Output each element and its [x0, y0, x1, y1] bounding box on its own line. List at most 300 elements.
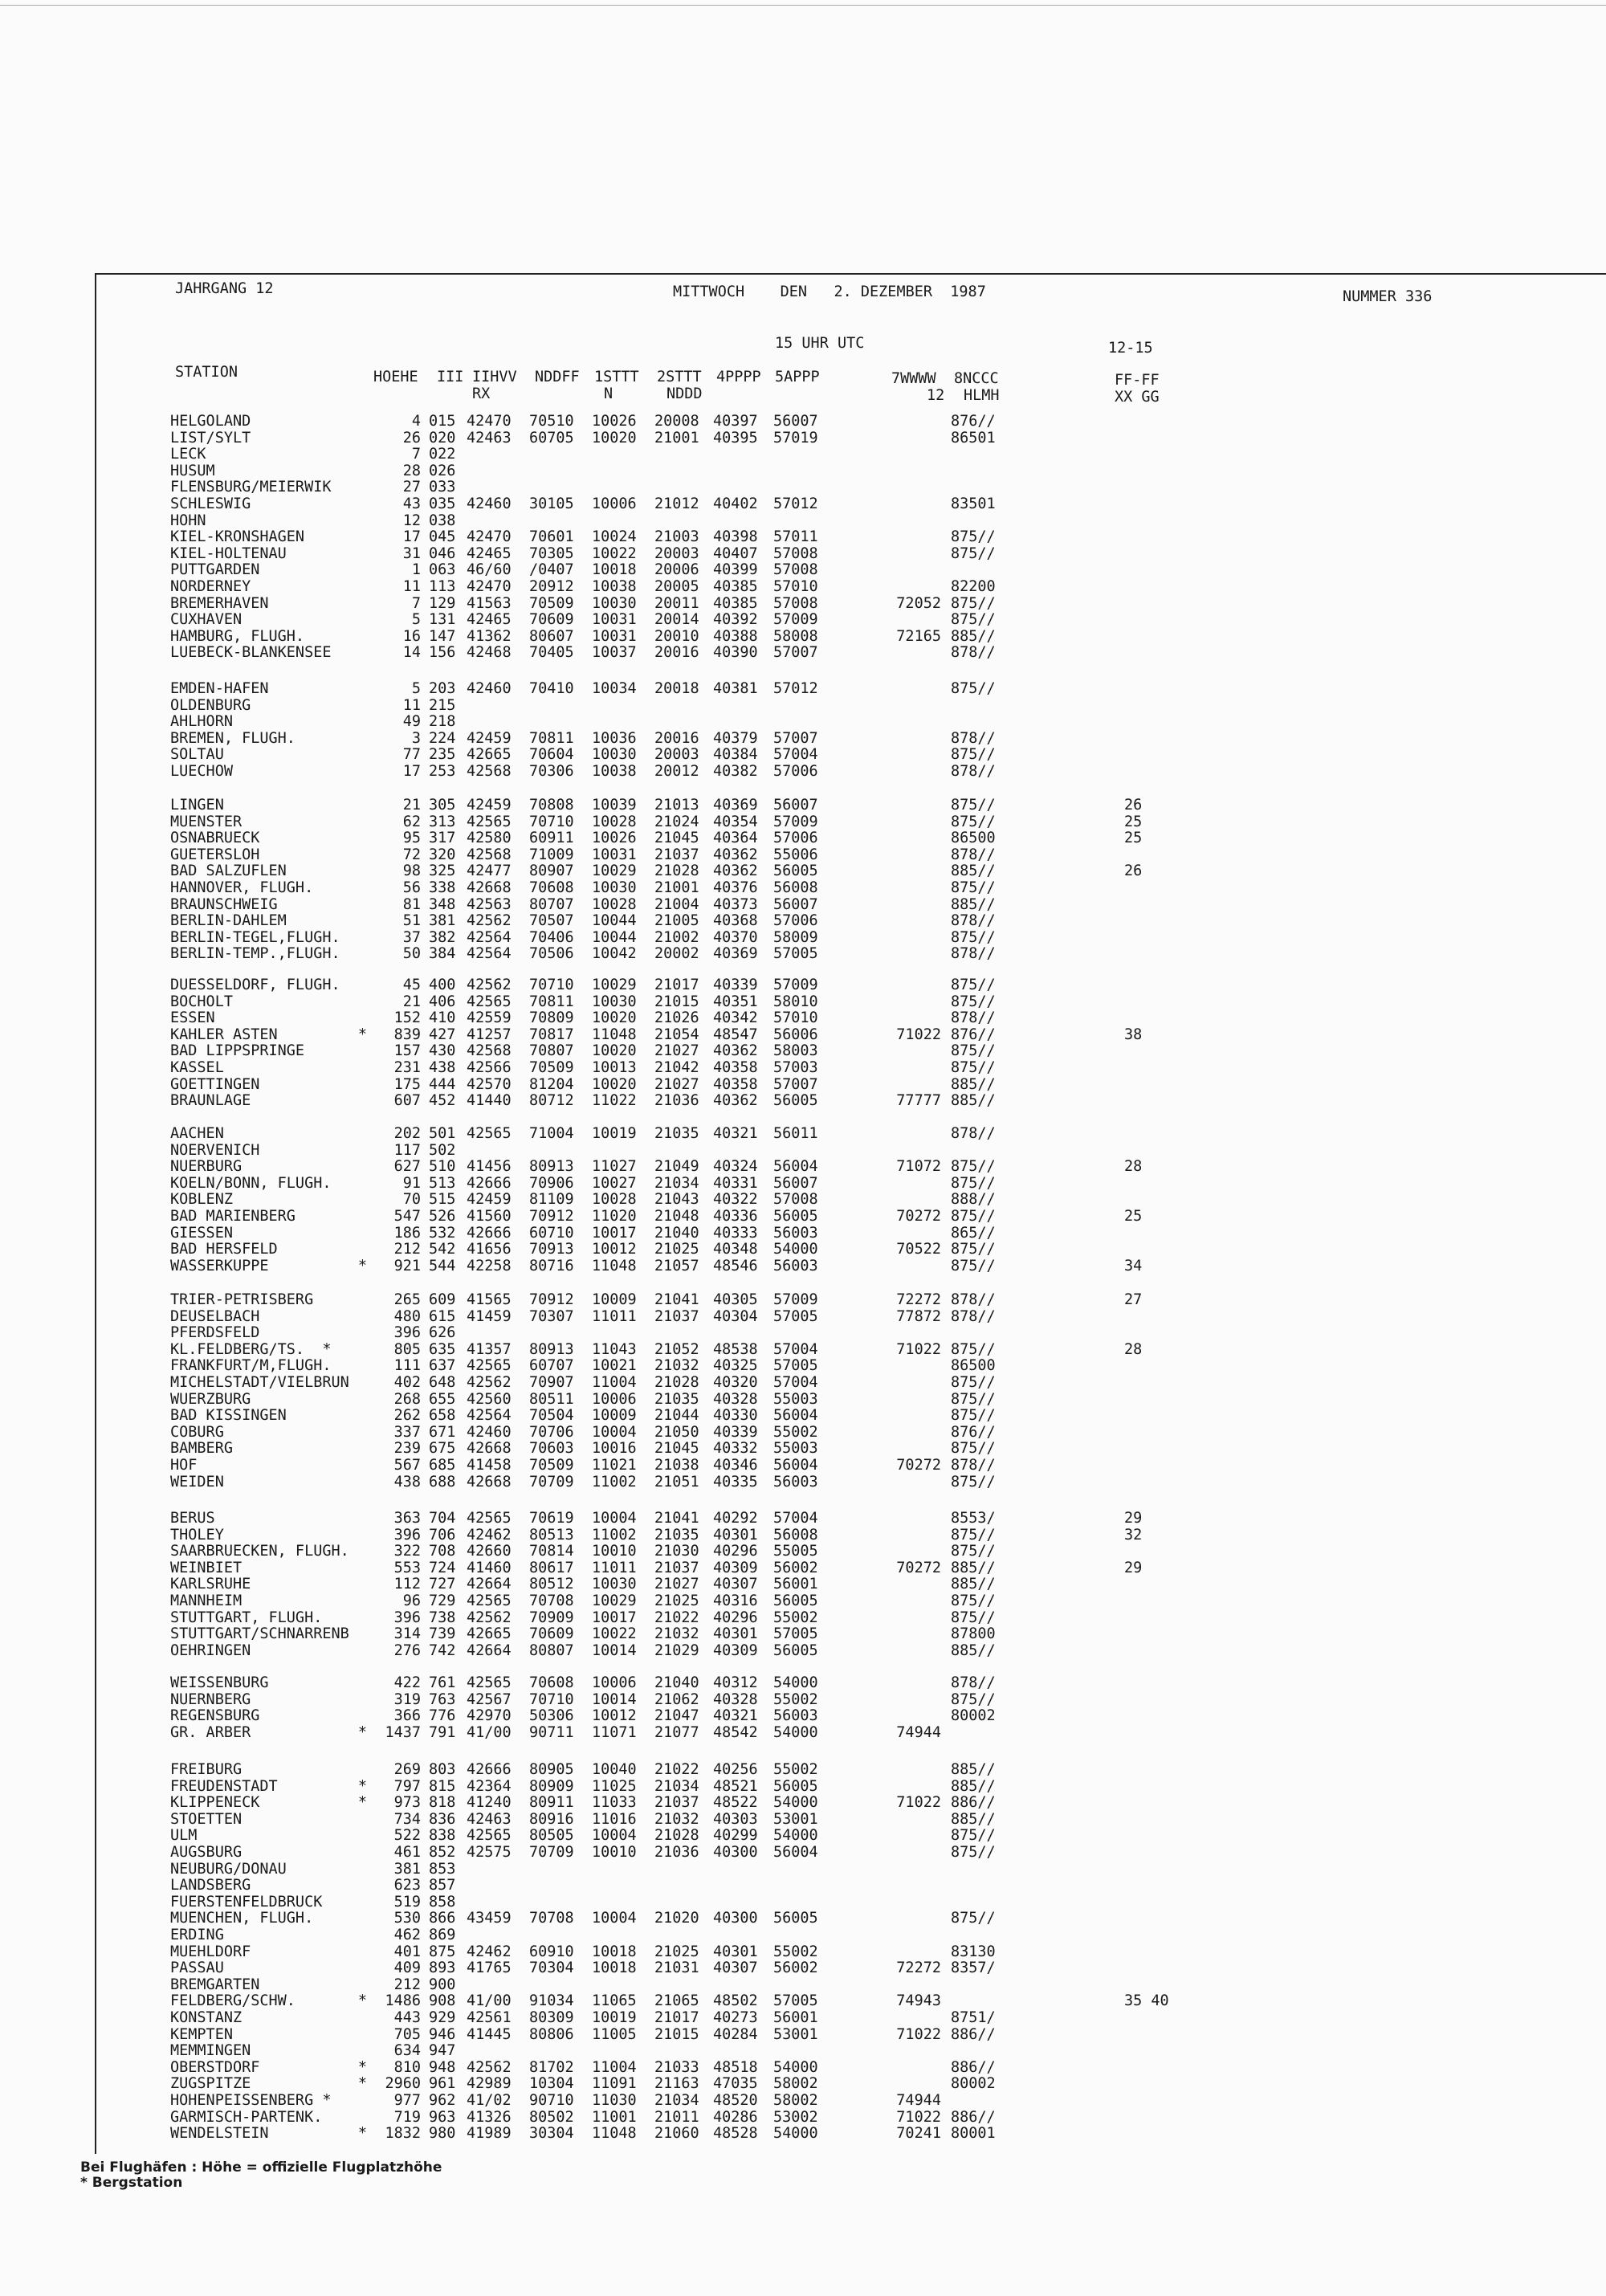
- cell-station: HELGOLAND: [170, 413, 251, 430]
- cell-4pppp: 40373: [713, 895, 758, 913]
- cell-5appp: 57004: [773, 1510, 818, 1527]
- cell-iii: 708: [429, 1543, 456, 1560]
- cell-2sttt: 21017: [654, 977, 699, 993]
- cell-iii: 980: [429, 2125, 456, 2143]
- cell-iii: 035: [429, 495, 456, 512]
- cell-iihvv: 42563: [467, 895, 512, 913]
- cell-hoehe: 112: [393, 1576, 421, 1593]
- cell-5appp: 57009: [773, 977, 818, 993]
- cell-nddff: 70814: [529, 1543, 574, 1560]
- col-7wwww: 7WWWW: [891, 370, 936, 387]
- cell-1sttt: 10028: [592, 895, 637, 913]
- jahrgang-label: JAHRGANG 12: [175, 280, 274, 297]
- cell-hoehe: 77: [402, 746, 421, 764]
- cell-nddff: 70709: [529, 1473, 574, 1491]
- cell-station: AACHEN: [170, 1125, 224, 1142]
- cell-8nccc: 80001: [951, 2125, 996, 2143]
- cell-nddff: 90711: [529, 1723, 574, 1741]
- cell-1sttt: 10030: [592, 993, 637, 1010]
- cell-iii: 400: [429, 977, 456, 993]
- cell-iii: 791: [429, 1723, 456, 1741]
- cell-8nccc: 886//: [951, 2025, 996, 2043]
- cell-iii: 427: [429, 1026, 456, 1043]
- cell-2sttt: 21062: [654, 1690, 699, 1708]
- cell-iihvv: 42258: [467, 1257, 512, 1274]
- cell-8nccc: 875//: [951, 746, 996, 764]
- cell-2sttt: 21003: [654, 528, 699, 546]
- cell-5appp: 53001: [773, 2025, 818, 2043]
- cell-nddff: 80806: [529, 2025, 574, 2043]
- col-iihvv: IIHVV: [472, 369, 517, 385]
- cell-iihvv: 42562: [467, 977, 512, 993]
- cell-hoehe: 72: [402, 846, 421, 863]
- cell-5appp: 56004: [773, 1844, 818, 1861]
- cell-5appp: 57005: [773, 945, 818, 963]
- cell-station: FREIBURG: [170, 1761, 243, 1778]
- cell-5appp: 57012: [773, 680, 818, 697]
- cell-4pppp: 40348: [713, 1241, 758, 1258]
- cell-5appp: 56001: [773, 1576, 818, 1593]
- cell-2sttt: 21049: [654, 1158, 699, 1176]
- cell-8nccc: 875//: [951, 1059, 996, 1076]
- cell-1sttt: 11002: [592, 1526, 637, 1544]
- cell-iihvv: 42567: [467, 1690, 512, 1708]
- cell-iii: 253: [429, 763, 456, 780]
- cell-nddff: 70305: [529, 544, 574, 562]
- cell-iii: 452: [429, 1092, 456, 1110]
- cell-iii: 022: [429, 446, 456, 463]
- cell-8nccc: 875//: [951, 594, 996, 612]
- cell-nddff: 81109: [529, 1191, 574, 1209]
- cell-hoehe: 212: [393, 1241, 421, 1258]
- cell-ffgg: 29: [1124, 1510, 1143, 1527]
- cell-5appp: 57011: [773, 528, 818, 546]
- cell-5appp: 56007: [773, 895, 818, 913]
- cell-8nccc: 875//: [951, 1593, 996, 1609]
- cell-1sttt: 11071: [592, 1723, 637, 1741]
- cell-station: FRANKFURT/M,FLUGH.: [170, 1357, 332, 1375]
- cell-iihvv: 42664: [467, 1576, 512, 1593]
- cell-nddff: 70510: [529, 413, 574, 430]
- cell-1sttt: 11005: [592, 2025, 637, 2043]
- cell-nddff: 60707: [529, 1357, 574, 1375]
- cell-7wwww: 70272: [896, 1208, 941, 1225]
- cell-4pppp: 40316: [713, 1593, 758, 1609]
- cell-station: LECK: [170, 446, 206, 463]
- cell-8nccc: 86500: [951, 830, 996, 847]
- cell-iii: 046: [429, 544, 456, 562]
- cell-station: SAARBRUECKEN, FLUGH.: [170, 1543, 349, 1560]
- cell-2sttt: 21037: [654, 846, 699, 863]
- cell-hoehe: 96: [402, 1593, 421, 1609]
- cell-hoehe: 95: [402, 830, 421, 847]
- cell-iii: 858: [429, 1893, 456, 1911]
- cell-station: WEIDEN: [170, 1473, 224, 1491]
- cell-station: LUEBECK-BLANKENSEE: [170, 644, 332, 662]
- cell-hoehe: 319: [393, 1690, 421, 1708]
- cell-5appp: 56002: [773, 1960, 818, 1977]
- cell-2sttt: 21047: [654, 1707, 699, 1725]
- cell-iii: 875: [429, 1943, 456, 1960]
- col-2sttt: 2STTT: [657, 369, 702, 385]
- cell-5appp: 56006: [773, 1026, 818, 1043]
- cell-4pppp: 40304: [713, 1307, 758, 1325]
- cell-2sttt: 20012: [654, 763, 699, 780]
- cell-1sttt: 10006: [592, 1674, 637, 1691]
- cell-iii: 738: [429, 1609, 456, 1626]
- cell-4pppp: 40339: [713, 977, 758, 993]
- cell-iihvv: 42989: [467, 2075, 512, 2093]
- cell-4pppp: 40354: [713, 813, 758, 830]
- cell-4pppp: 40256: [713, 1761, 758, 1778]
- cell-8nccc: 878//: [951, 763, 996, 780]
- cell-ffgg: 35 40: [1124, 1992, 1169, 2010]
- cell-hoehe: 111: [393, 1357, 421, 1375]
- cell-iii: 513: [429, 1174, 456, 1192]
- cell-1sttt: 10038: [592, 763, 637, 780]
- cell-iii: 615: [429, 1307, 456, 1325]
- cell-iihvv: 41458: [467, 1457, 512, 1474]
- cell-2sttt: 21002: [654, 928, 699, 946]
- cell-2sttt: 21024: [654, 813, 699, 830]
- cell-station: MUENCHEN, FLUGH.: [170, 1910, 314, 1927]
- cell-iii: 320: [429, 846, 456, 863]
- cell-nddff: 70912: [529, 1291, 574, 1308]
- cell-1sttt: 11002: [592, 1473, 637, 1491]
- cell-2sttt: 21035: [654, 1390, 699, 1408]
- cell-nddff: 80907: [529, 863, 574, 880]
- cell-1sttt: 11025: [592, 1777, 637, 1795]
- cell-station: KARLSRUHE: [170, 1576, 251, 1593]
- cell-iii: 900: [429, 1976, 456, 1993]
- cell-hoehe: 627: [393, 1158, 421, 1176]
- cell-nddff: 70710: [529, 977, 574, 993]
- cell-station: HOF: [170, 1457, 198, 1474]
- cell-hoehe: 262: [393, 1407, 421, 1425]
- cell-4pppp: 40299: [713, 1827, 758, 1845]
- cell-nddff: 80511: [529, 1390, 574, 1408]
- cell-hoehe: 21: [402, 993, 421, 1010]
- cell-iii: 129: [429, 594, 456, 612]
- cell-8nccc: 875//: [951, 611, 996, 629]
- cell-1sttt: 10010: [592, 1543, 637, 1560]
- cell-iii: 235: [429, 746, 456, 764]
- cell-4pppp: 48518: [713, 2058, 758, 2076]
- cell-8nccc: 8553/: [951, 1510, 996, 1527]
- cell-8nccc: 876//: [951, 1423, 996, 1441]
- cell-station: KIEL-KRONSHAGEN: [170, 528, 305, 546]
- cell-nddff: 30304: [529, 2125, 574, 2143]
- cell-5appp: 57005: [773, 1625, 818, 1643]
- cell-nddff: 80309: [529, 2009, 574, 2026]
- cell-hoehe: 70: [402, 1191, 421, 1209]
- cell-4pppp: 40381: [713, 680, 758, 697]
- cell-2sttt: 20005: [654, 578, 699, 595]
- cell-station: BRAUNLAGE: [170, 1092, 251, 1110]
- cell-station: FREUDENSTADT *: [170, 1777, 368, 1795]
- cell-nddff: 80505: [529, 1827, 574, 1845]
- cell-iii: 929: [429, 2009, 456, 2026]
- cell-station: THOLEY: [170, 1526, 224, 1544]
- cell-2sttt: 21041: [654, 1510, 699, 1527]
- cell-2sttt: 21045: [654, 830, 699, 847]
- cell-8nccc: 878//: [951, 1125, 996, 1142]
- cell-2sttt: 20002: [654, 945, 699, 963]
- cell-1sttt: 10021: [592, 1357, 637, 1375]
- cell-hoehe: 4: [411, 413, 421, 430]
- cell-4pppp: 40324: [713, 1158, 758, 1176]
- cell-5appp: 54000: [773, 1794, 818, 1812]
- cell-8nccc: 885//: [951, 1761, 996, 1778]
- cell-nddff: 70405: [529, 644, 574, 662]
- cell-iihvv: 42666: [467, 1224, 512, 1242]
- cell-iihvv: 42568: [467, 846, 512, 863]
- cell-4pppp: 40342: [713, 1009, 758, 1027]
- cell-hoehe: 839: [393, 1026, 421, 1043]
- cell-hoehe: 5: [411, 611, 421, 629]
- cell-iihvv: 46/60: [467, 561, 512, 579]
- cell-5appp: 56005: [773, 863, 818, 880]
- col-iihvv-sub: RX: [472, 385, 491, 402]
- cell-hoehe: 14: [402, 644, 421, 662]
- cell-2sttt: 21011: [654, 2108, 699, 2126]
- cell-iii: 045: [429, 528, 456, 546]
- cell-iihvv: 42668: [467, 1440, 512, 1458]
- cell-iihvv: 42470: [467, 528, 512, 546]
- footnote-bergstation: * Bergstation: [80, 2175, 183, 2191]
- cell-iii: 866: [429, 1910, 456, 1927]
- col-station: STATION: [175, 364, 238, 381]
- cell-iii: 430: [429, 1042, 456, 1060]
- cell-1sttt: 10028: [592, 813, 637, 830]
- cell-nddff: 70509: [529, 1059, 574, 1076]
- cell-ffgg: 29: [1124, 1559, 1143, 1576]
- cell-hoehe: 634: [393, 2042, 421, 2060]
- cell-8nccc: 875//: [951, 1690, 996, 1708]
- cell-nddff: 80707: [529, 895, 574, 913]
- cell-hoehe: 1437: [385, 1723, 421, 1741]
- cell-2sttt: 21017: [654, 2009, 699, 2026]
- cell-ffgg: 28: [1124, 1340, 1143, 1358]
- cell-nddff: 70406: [529, 928, 574, 946]
- cell-station: HUSUM: [170, 462, 215, 479]
- cell-8nccc: 885//: [951, 895, 996, 913]
- cell-iii: 948: [429, 2058, 456, 2076]
- cell-iihvv: 42560: [467, 1390, 512, 1408]
- cell-5appp: 56005: [773, 1641, 818, 1659]
- cell-nddff: 70710: [529, 1690, 574, 1708]
- cell-hoehe: 152: [393, 1009, 421, 1027]
- cell-7wwww: 74944: [896, 2092, 941, 2109]
- cell-hoehe: 396: [393, 1526, 421, 1544]
- cell-8nccc: 885//: [951, 627, 996, 645]
- cell-station: FELDBERG/SCHW. *: [170, 1992, 368, 2010]
- cell-nddff: 70604: [529, 746, 574, 764]
- cell-hoehe: 547: [393, 1208, 421, 1225]
- cell-1sttt: 11065: [592, 1992, 637, 2010]
- cell-8nccc: 886//: [951, 2058, 996, 2076]
- cell-4pppp: 40369: [713, 945, 758, 963]
- cell-iii: 444: [429, 1075, 456, 1093]
- cell-nddff: 60705: [529, 429, 574, 447]
- cell-nddff: 70509: [529, 594, 574, 612]
- cell-iihvv: 42570: [467, 1075, 512, 1093]
- cell-8nccc: 8357/: [951, 1960, 996, 1977]
- cell-5appp: 55003: [773, 1440, 818, 1458]
- cell-2sttt: 20014: [654, 611, 699, 629]
- cell-5appp: 56008: [773, 879, 818, 896]
- cell-iii: 706: [429, 1526, 456, 1544]
- cell-station: KASSEL: [170, 1059, 224, 1076]
- cell-iihvv: 42566: [467, 1059, 512, 1076]
- cell-7wwww: 72272: [896, 1960, 941, 1977]
- cell-4pppp: 40346: [713, 1457, 758, 1474]
- cell-8nccc: 875//: [951, 1910, 996, 1927]
- cell-nddff: 70817: [529, 1026, 574, 1043]
- cell-iihvv: 41/00: [467, 1992, 512, 2010]
- cell-8nccc: 878//: [951, 1307, 996, 1325]
- cell-iihvv: 42459: [467, 797, 512, 814]
- cell-5appp: 56007: [773, 1174, 818, 1192]
- cell-hoehe: 56: [402, 879, 421, 896]
- cell-iii: 763: [429, 1690, 456, 1708]
- cell-1sttt: 10026: [592, 413, 637, 430]
- cell-hoehe: 37: [402, 928, 421, 946]
- cell-8nccc: 865//: [951, 1224, 996, 1242]
- cell-station: BAD MARIENBERG: [170, 1208, 296, 1225]
- cell-ffgg: 27: [1124, 1291, 1143, 1308]
- cell-iii: 305: [429, 797, 456, 814]
- cell-8nccc: 875//: [951, 1390, 996, 1408]
- cell-2sttt: 21029: [654, 1641, 699, 1659]
- cell-8nccc: 885//: [951, 1559, 996, 1576]
- cell-station: WEISSENBURG: [170, 1674, 269, 1691]
- cell-iii: 658: [429, 1407, 456, 1425]
- cell-4pppp: 40303: [713, 1810, 758, 1828]
- cell-hoehe: 337: [393, 1423, 421, 1441]
- cell-5appp: 54000: [773, 2058, 818, 2076]
- cell-1sttt: 10029: [592, 863, 637, 880]
- cell-1sttt: 10016: [592, 1440, 637, 1458]
- cell-nddff: 60710: [529, 1224, 574, 1242]
- cell-hoehe: 401: [393, 1943, 421, 1960]
- cell-4pppp: 40320: [713, 1374, 758, 1391]
- cell-station: BREMERHAVEN: [170, 594, 269, 612]
- cell-8nccc: 878//: [951, 1009, 996, 1027]
- cell-5appp: 57009: [773, 1291, 818, 1308]
- cell-4pppp: 40385: [713, 578, 758, 595]
- cell-2sttt: 21001: [654, 429, 699, 447]
- cell-station: EMDEN-HAFEN: [170, 680, 269, 697]
- cell-5appp: 57007: [773, 1075, 818, 1093]
- cell-station: KOBLENZ: [170, 1191, 233, 1209]
- cell-iihvv: 41460: [467, 1559, 512, 1576]
- cell-iihvv: 42664: [467, 1641, 512, 1659]
- cell-nddff: 20912: [529, 578, 574, 595]
- cell-1sttt: 10030: [592, 879, 637, 896]
- cell-iii: 317: [429, 830, 456, 847]
- cell-4pppp: 40362: [713, 1092, 758, 1110]
- cell-2sttt: 21013: [654, 797, 699, 814]
- cell-4pppp: 40301: [713, 1943, 758, 1960]
- cell-hoehe: 443: [393, 2009, 421, 2026]
- cell-iii: 727: [429, 1576, 456, 1593]
- cell-hoehe: 623: [393, 1877, 421, 1894]
- cell-nddff: 80712: [529, 1092, 574, 1110]
- cell-station: LINGEN: [170, 797, 224, 814]
- cell-5appp: 56001: [773, 2009, 818, 2026]
- cell-station: SCHLESWIG: [170, 495, 251, 512]
- cell-5appp: 57005: [773, 1307, 818, 1325]
- cell-5appp: 55003: [773, 1390, 818, 1408]
- cell-5appp: 54000: [773, 1241, 818, 1258]
- cell-4pppp: 40362: [713, 1042, 758, 1060]
- cell-iii: 338: [429, 879, 456, 896]
- cell-2sttt: 21036: [654, 1844, 699, 1861]
- cell-8nccc: 83501: [951, 495, 996, 512]
- cell-iii: 908: [429, 1992, 456, 2010]
- cell-hoehe: 2960: [385, 2075, 421, 2093]
- col-nddff: NDDFF: [535, 369, 580, 385]
- cell-iii: 704: [429, 1510, 456, 1527]
- cell-8nccc: 875//: [951, 1473, 996, 1491]
- cell-1sttt: 10031: [592, 627, 637, 645]
- cell-4pppp: 40301: [713, 1625, 758, 1643]
- cell-nddff: 30105: [529, 495, 574, 512]
- cell-8nccc: 875//: [951, 879, 996, 896]
- cell-station: STOETTEN: [170, 1810, 243, 1828]
- cell-hoehe: 705: [393, 2025, 421, 2043]
- cell-5appp: 56003: [773, 1257, 818, 1274]
- cell-nddff: 71009: [529, 846, 574, 863]
- cell-hoehe: 3: [411, 729, 421, 747]
- cell-iii: 224: [429, 729, 456, 747]
- cell-2sttt: 20016: [654, 729, 699, 747]
- cell-2sttt: 21026: [654, 1009, 699, 1027]
- cell-station: BAD HERSFELD: [170, 1241, 278, 1258]
- cell-nddff: 60910: [529, 1943, 574, 1960]
- cell-1sttt: 11048: [592, 1026, 637, 1043]
- cell-hoehe: 553: [393, 1559, 421, 1576]
- cell-5appp: 58002: [773, 2075, 818, 2093]
- cell-2sttt: 21041: [654, 1291, 699, 1308]
- cell-station: WASSERKUPPE *: [170, 1257, 368, 1274]
- cell-5appp: 54000: [773, 2125, 818, 2143]
- cell-1sttt: 10030: [592, 1576, 637, 1593]
- cell-5appp: 57009: [773, 813, 818, 830]
- cell-1sttt: 10012: [592, 1241, 637, 1258]
- cell-nddff: 70307: [529, 1307, 574, 1325]
- cell-station: MANNHEIM: [170, 1593, 243, 1609]
- cell-8nccc: 875//: [951, 1208, 996, 1225]
- cell-1sttt: 10018: [592, 1943, 637, 1960]
- cell-hoehe: 45: [402, 977, 421, 993]
- cell-hoehe: 269: [393, 1761, 421, 1778]
- cell-hoehe: 363: [393, 1510, 421, 1527]
- cell-iihvv: 42465: [467, 611, 512, 629]
- cell-8nccc: 875//: [951, 544, 996, 562]
- cell-iihvv: 42565: [467, 1125, 512, 1142]
- cell-1sttt: 10020: [592, 429, 637, 447]
- cell-hoehe: 1832: [385, 2125, 421, 2143]
- cell-nddff: 80911: [529, 1794, 574, 1812]
- cell-iii: 635: [429, 1340, 456, 1358]
- cell-4pppp: 40321: [713, 1707, 758, 1725]
- cell-iihvv: 42460: [467, 1423, 512, 1441]
- cell-hoehe: 409: [393, 1960, 421, 1977]
- cell-1sttt: 11016: [592, 1810, 637, 1828]
- cell-hoehe: 7: [411, 594, 421, 612]
